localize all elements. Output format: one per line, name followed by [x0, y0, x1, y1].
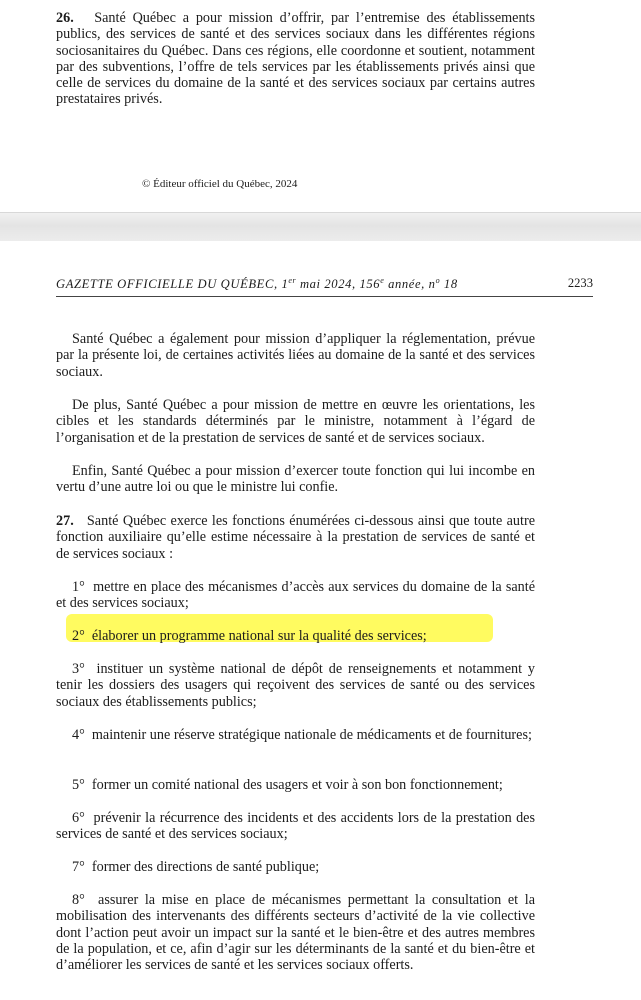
paragraph-3 [56, 463, 535, 496]
list-item-number: 8° [72, 892, 85, 908]
page-separator [0, 212, 641, 242]
list-item-number: 4° [72, 727, 85, 743]
list-item-8 [56, 892, 535, 973]
gazette-issue: 18 [440, 277, 458, 292]
paragraph-2 [56, 397, 535, 446]
list-item-text: instituer un système national de dépôt de renseignements et notamment y tenir les dossiers des usagers qui reçoivent des services de santé ou des services sociaux des établissements publics; [56, 661, 535, 710]
header-rule [56, 296, 593, 297]
list-item-number: 7° [72, 859, 85, 875]
list-item-text: former des directions de santé publique; [91, 859, 320, 875]
list-item-text: assurer la mise en place de mécanismes permettant la consultation et la mobilisation des intervenants des différents secteurs d’activité de la vie collective dont l’action peut avoir un impact sur la santé et le bien-être et des autres membres de la population, et ce, afin d’agir sur les déterminants de la santé et du bien-être et d’améliorer les services de santé et les services sociaux offerts. [56, 892, 535, 974]
paragraph-1 [56, 331, 535, 380]
list-item-number: 3° [72, 661, 85, 677]
gazette-no-sup: o [435, 276, 441, 285]
page-number: 2233 [567, 276, 593, 290]
list-item-text: maintenir une réserve stratégique nationale de médicaments et de fournitures; [91, 727, 532, 743]
copyright-notice: © Éditeur officiel du Québec, 2024 [142, 178, 298, 190]
article-26-text: Santé Québec a pour mission d’offrir, par l’entremise des établissements publics, des services de santé et des services sociaux dans les différentes régions sociosanitaires du Québec. Dans ces régions, elle coordonne et soutient, notamment par des subventions, l’offre de tels services par les établissements privés ainsi que celle de services du domaine de la santé et des services sociaux par certains autres prestataires privés. [56, 10, 536, 108]
paragraph-1-text: Santé Québec a également pour mission d’appliquer la réglementation, prévue par la présente loi, de certaines activités liées au domaine de la santé et des services sociaux. [56, 331, 535, 380]
gazette-header [56, 276, 593, 292]
paragraph-3-text: Enfin, Santé Québec a pour mission d’exercer toute fonction qui lui incombe en vertu d’une autre loi ou que le ministre lui confie. [56, 463, 535, 496]
list-item-text: former un comité national des usagers et voir à son bon fonctionnement; [91, 777, 503, 793]
list-item-1 [56, 579, 535, 612]
article-26-number: 26. [56, 10, 74, 26]
list-item-5 [56, 777, 535, 793]
list-item-number: 6° [72, 810, 85, 826]
list-item-number: 1° [72, 579, 85, 595]
article-27 [56, 513, 535, 562]
list-item-7 [56, 859, 535, 875]
article-27-number: 27. [56, 513, 74, 529]
paragraph-2-text: De plus, Santé Québec a pour mission de mettre en œuvre les orientations, les cibles et les standards déterminés par le ministre, notamment à l’égard de l’organisation et de la prestation de services de santé et de services sociaux. [56, 397, 535, 446]
list-item-number: 2° [72, 628, 85, 644]
list-item-text: prévenir la récurrence des incidents et des accidents lors de la prestation des services de santé et des services sociaux; [56, 810, 535, 843]
list-item-4 [56, 727, 535, 743]
list-item-number: 5° [72, 777, 85, 793]
article-26 [56, 10, 535, 108]
list-item-text-highlighted: élaborer un programme national sur la qualité des services; [91, 628, 427, 644]
article-27-text: Santé Québec exerce les fonctions énumérées ci-dessous ainsi que toute autre fonction auxiliaire qu’elle estime nécessaire à la prestation de services de santé et de services sociaux : [56, 513, 535, 562]
list-item-3 [56, 661, 535, 710]
gazette-year-sup: e [380, 276, 385, 285]
gazette-date: mai 2024, 156 [296, 277, 381, 292]
list-item-6 [56, 810, 535, 843]
gazette-year: année, n [384, 277, 436, 292]
gazette-day-sup: er [288, 276, 297, 285]
list-item-2 [56, 628, 535, 644]
list-item-text: mettre en place des mécanismes d’accès aux services du domaine de la santé et des services sociaux; [56, 579, 536, 612]
gazette-title: GAZETTE OFFICIELLE DU QUÉBEC, 1 [56, 277, 289, 292]
previous-page [0, 0, 641, 212]
